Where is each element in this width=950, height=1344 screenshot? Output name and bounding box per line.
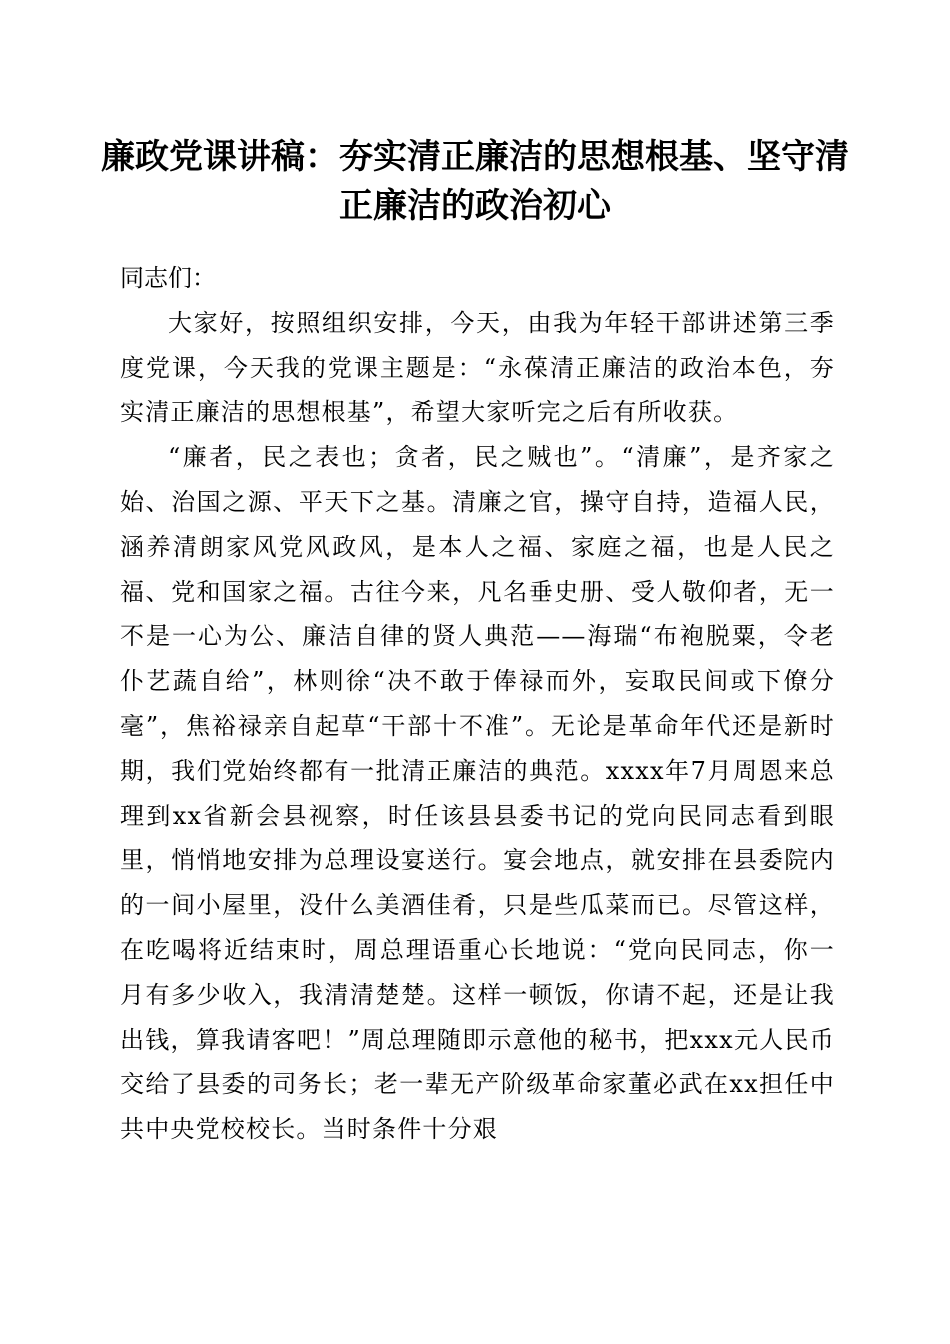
salutation: 同志们： <box>120 264 216 292</box>
document-body <box>120 256 835 1152</box>
paragraph-intro: 大家好，按照组织安排，今天，由我为年轻干部讲述第三季度党课，今天我的党课主题是：“永葆清正廉洁的政治本色，夯实清正廉洁的思想根基”，希望大家听完之后有所收获。 <box>120 308 835 427</box>
document-title: 廉政党课讲稿：夯实清正廉洁的思想根基、坚守清正廉洁的政治初心 <box>101 137 849 226</box>
paragraph-main: “廉者，民之表也；贪者，民之贼也”。“清廉”，是齐家之始、治国之源、平天下之基。清廉之官，操守自持，造福人民，涵养清朗家风党风政风，是本人之福、家庭之福，也是人民之福、党和国家之福。古往今来，凡名垂史册、受人敬仰者，无一不是一心为公、廉洁自律的贤人典范——海瑞“布袍脱粟，令老仆艺蔬自给”，林则徐“决不敢于俸禄而外，妄取民间或下僚分毫”，焦裕禄亲自起草“干部十不准”。无论是革命年代还是新时期，我们党始终都有一批清正廉洁的典范。xxxx年7月周恩来总理到xx省新会县视察，时任该县县委书记的党向民同志看到眼里，悄悄地安排为总理设宴送行。宴会地点，就安排在县委院内的一间小屋里，没什么美酒佳肴，只是些瓜菜而已。尽管这样，在吃喝将近结束时，周总理语重心长地说：“党向民同志，你一月有多少收入，我清清楚楚。这样一顿饭，你请不起，还是让我出钱，算我请客吧！”周总理随即示意他的秘书，把xxx元人民币交给了县委的司务长；老一辈无产阶级革命家董必武在xx担任中共中央党校校长。当时条件十分艰 <box>120 443 835 1144</box>
